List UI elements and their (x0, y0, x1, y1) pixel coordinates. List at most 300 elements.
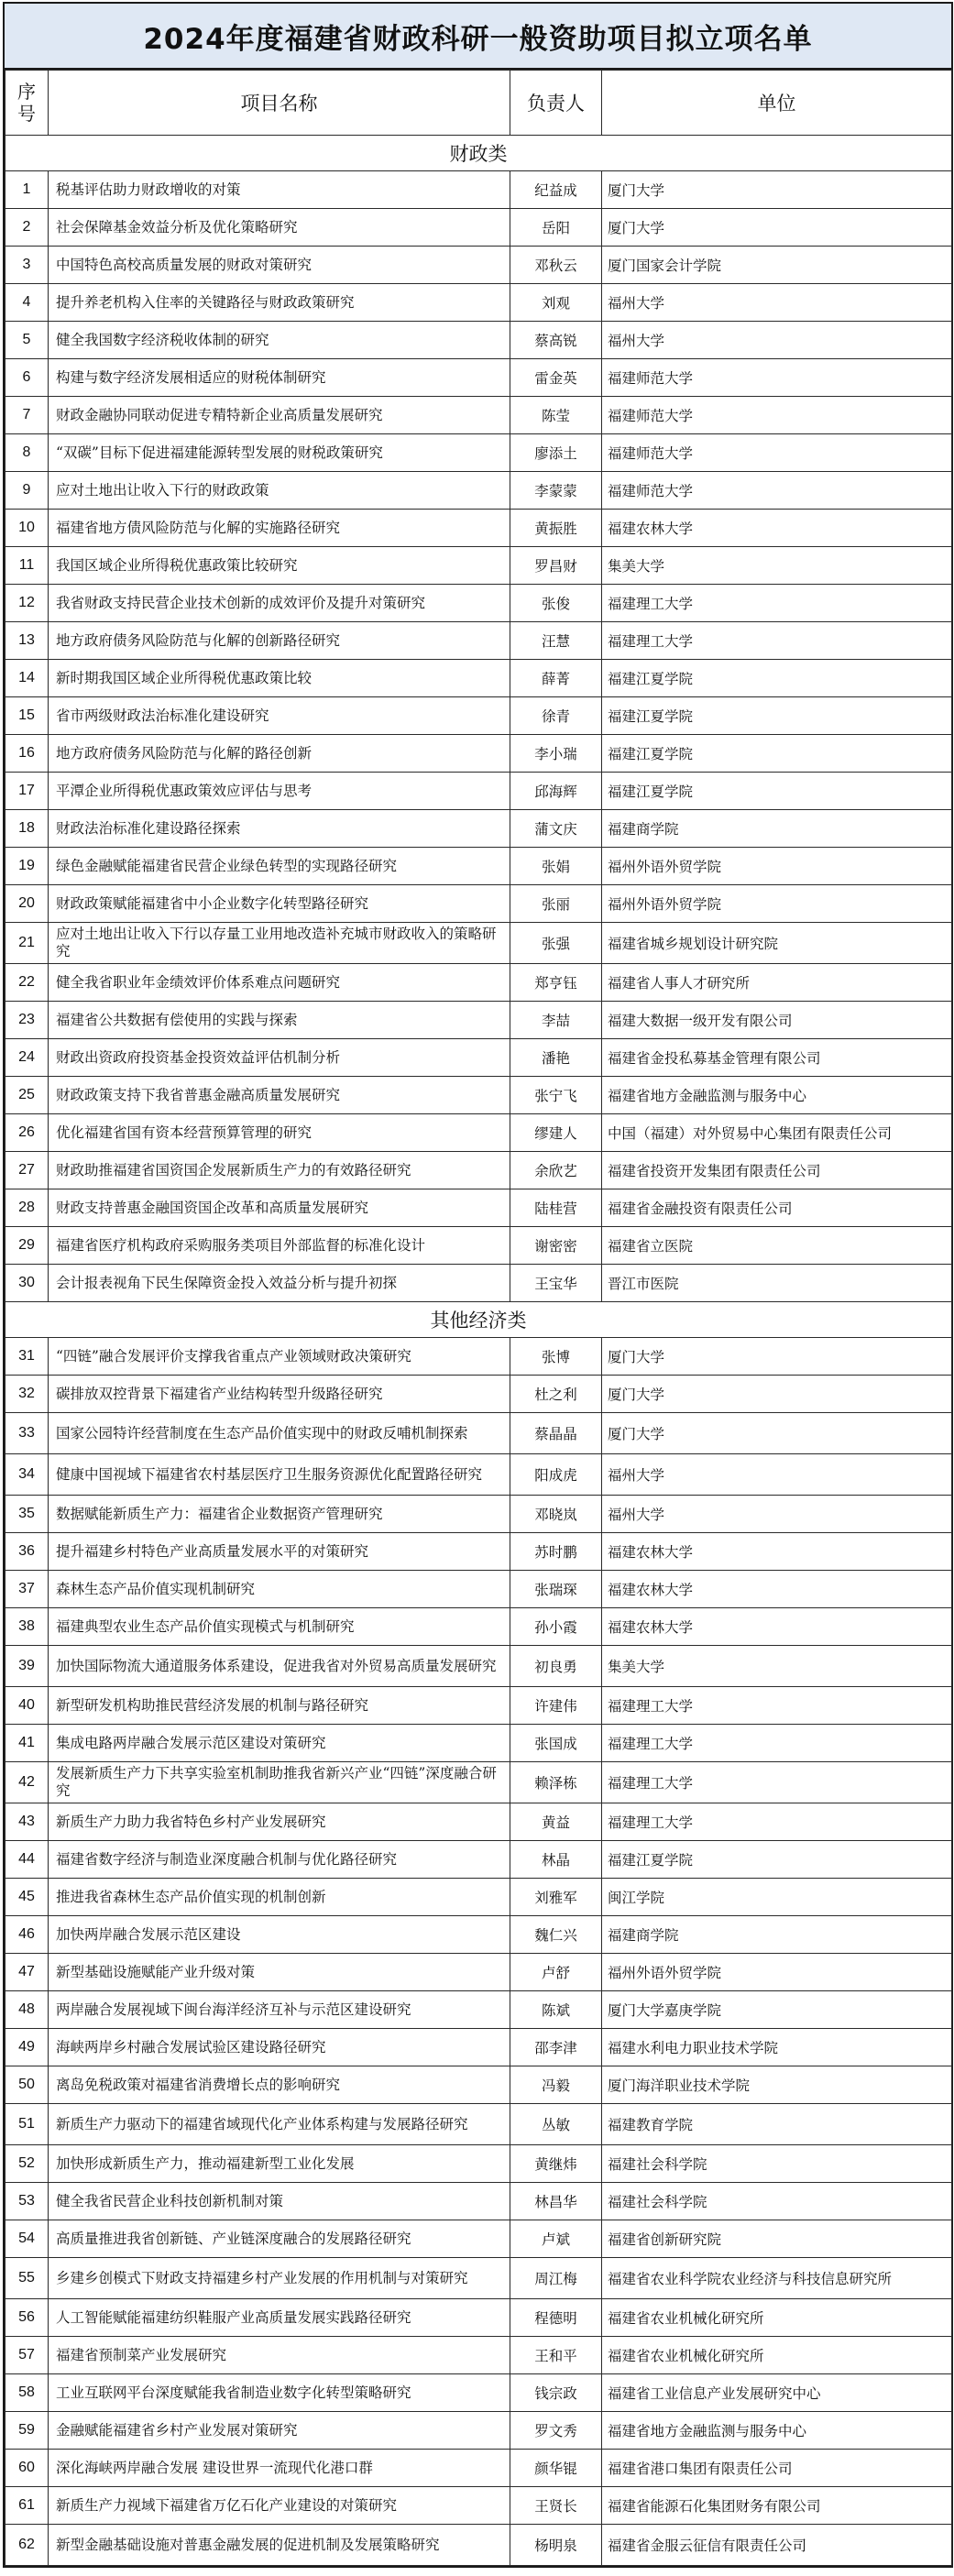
project-leader: 卢斌 (510, 2220, 602, 2258)
table-row (5, 2258, 952, 2299)
table-row (5, 735, 952, 773)
row-number: 16 (5, 735, 49, 773)
project-leader: 李喆 (510, 1002, 602, 1039)
project-leader: 邵李津 (510, 2029, 602, 2066)
project-name: 乡建乡创模式下财政支持福建乡村产业发展的作用机制与对策研究 (49, 2258, 510, 2299)
project-name: 推进我省森林生态产品价值实现的机制创新 (49, 1879, 510, 1916)
project-unit: 福建农林大学 (602, 510, 952, 547)
project-unit: 集美大学 (602, 1646, 952, 1687)
project-name: 财政法治标准化建设路径探索 (49, 810, 510, 848)
row-number: 36 (5, 1533, 49, 1571)
project-name: 社会保障基金效益分析及优化策略研究 (49, 209, 510, 247)
project-unit: 福建理工大学 (602, 622, 952, 660)
project-leader: 蔡高锐 (510, 322, 602, 359)
row-number: 2 (5, 209, 49, 247)
table-row (5, 1725, 952, 1762)
row-number: 43 (5, 1803, 49, 1841)
project-leader: 潘艳 (510, 1039, 602, 1077)
project-name: 会计报表视角下民生保障资金投入效益分析与提升初探 (49, 1265, 510, 1302)
project-name: 加快国际物流大通道服务体系建设，促进我省对外贸易高质量发展研究 (49, 1646, 510, 1687)
table-row (5, 2450, 952, 2487)
row-number: 40 (5, 1687, 49, 1725)
project-leader: 初良勇 (510, 1646, 602, 1687)
project-leader: 杨明泉 (510, 2525, 602, 2566)
table-row (5, 2104, 952, 2145)
project-name: 工业互联网平台深度赋能我省制造业数字化转型策略研究 (49, 2374, 510, 2412)
table-header-row (5, 71, 952, 136)
project-leader: 邓秋云 (510, 247, 602, 284)
table-row (5, 810, 952, 848)
project-unit: 福建省农业机械化研究所 (602, 2299, 952, 2337)
project-unit: 福州外语外贸学院 (602, 848, 952, 885)
project-unit: 福建大数据一级开发有限公司 (602, 1002, 952, 1039)
row-number: 17 (5, 773, 49, 810)
row-number: 1 (5, 171, 49, 209)
project-name: 福建省地方债风险防范与化解的实施路径研究 (49, 510, 510, 547)
row-number: 12 (5, 585, 49, 622)
table-row (5, 660, 952, 697)
project-name: 深化海峡两岸融合发展 建设世界一流现代化港口群 (49, 2450, 510, 2487)
table-row (5, 622, 952, 660)
project-leader: 王和平 (510, 2337, 602, 2374)
table-row (5, 1879, 952, 1916)
table-row (5, 923, 952, 964)
project-unit: 福建江夏学院 (602, 773, 952, 810)
table-row (5, 964, 952, 1002)
table-row (5, 209, 952, 247)
project-leader: 苏时鹏 (510, 1533, 602, 1571)
project-unit: 福建省金服云征信有限责任公司 (602, 2525, 952, 2566)
project-unit: 福建师范大学 (602, 434, 952, 472)
table-row (5, 2374, 952, 2412)
header-pi: 负责人 (510, 71, 602, 136)
project-leader: 林晶 (510, 1841, 602, 1879)
table-row (5, 1608, 952, 1646)
project-unit: 福建农林大学 (602, 1608, 952, 1646)
project-leader: 丛敏 (510, 2104, 602, 2145)
project-unit: 福建师范大学 (602, 359, 952, 397)
table-row (5, 322, 952, 359)
project-leader: 陆桂营 (510, 1189, 602, 1227)
project-name: 健全我省职业年金绩效评价体系难点问题研究 (49, 964, 510, 1002)
row-number: 4 (5, 284, 49, 322)
project-name: 高质量推进我省创新链、产业链深度融合的发展路径研究 (49, 2220, 510, 2258)
project-name: 新时期我国区域企业所得税优惠政策比较 (49, 660, 510, 697)
table-row (5, 585, 952, 622)
project-unit: 福建教育学院 (602, 2104, 952, 2145)
project-leader: 蔡晶晶 (510, 1413, 602, 1454)
table-row (5, 848, 952, 885)
header-name: 项目名称 (49, 71, 510, 136)
project-name: 集成电路两岸融合发展示范区建设对策研究 (49, 1725, 510, 1762)
row-number: 44 (5, 1841, 49, 1879)
table-body (5, 136, 952, 2566)
row-number: 38 (5, 1608, 49, 1646)
row-number: 47 (5, 1954, 49, 1991)
row-number: 32 (5, 1376, 49, 1413)
project-name: 加快形成新质生产力，推动福建新型工业化发展 (49, 2145, 510, 2183)
project-name: 税基评估助力财政增收的对策 (49, 171, 510, 209)
project-leader: 纪益成 (510, 171, 602, 209)
project-leader: 王贤长 (510, 2487, 602, 2525)
table-row (5, 1803, 952, 1841)
table-row (5, 697, 952, 735)
project-unit: 福建理工大学 (602, 1725, 952, 1762)
project-leader: 张俊 (510, 585, 602, 622)
row-number: 37 (5, 1571, 49, 1608)
project-leader: 阳成虎 (510, 1454, 602, 1496)
table-row (5, 2337, 952, 2374)
project-unit: 福州大学 (602, 1496, 952, 1533)
row-number: 41 (5, 1725, 49, 1762)
project-name: 新型金融基础设施对普惠金融发展的促进机制及发展策略研究 (49, 2525, 510, 2566)
table-row (5, 2183, 952, 2220)
project-unit: 福州大学 (602, 1454, 952, 1496)
row-number: 29 (5, 1227, 49, 1265)
row-number: 58 (5, 2374, 49, 2412)
project-name: 优化福建省国有资本经营预算管理的研究 (49, 1114, 510, 1152)
row-number: 5 (5, 322, 49, 359)
project-unit: 福建江夏学院 (602, 697, 952, 735)
table-row (5, 1189, 952, 1227)
project-leader: 陈莹 (510, 397, 602, 434)
project-unit: 福建理工大学 (602, 1762, 952, 1803)
row-number: 26 (5, 1114, 49, 1152)
project-unit: 福州大学 (602, 284, 952, 322)
table-row (5, 2412, 952, 2450)
row-number: 45 (5, 1879, 49, 1916)
project-name: 财政政策赋能福建省中小企业数字化转型路径研究 (49, 885, 510, 923)
header-unit: 单位 (602, 71, 952, 136)
project-unit: 福建省创新研究院 (602, 2220, 952, 2258)
project-name: 新型基础设施赋能产业升级对策 (49, 1954, 510, 1991)
project-unit: 福建江夏学院 (602, 1841, 952, 1879)
project-unit: 福建省投资开发集团有限责任公司 (602, 1152, 952, 1189)
project-leader: 蒲文庆 (510, 810, 602, 848)
project-unit: 福建农林大学 (602, 1571, 952, 1608)
project-name: 森林生态产品价值实现机制研究 (49, 1571, 510, 1608)
section-title: 其他经济类 (5, 1302, 952, 1338)
project-unit: 福州大学 (602, 322, 952, 359)
row-number: 57 (5, 2337, 49, 2374)
project-leader: 刘雅军 (510, 1879, 602, 1916)
table-row (5, 1338, 952, 1376)
project-unit: 福建省城乡规划设计研究院 (602, 923, 952, 964)
project-leader: 张娟 (510, 848, 602, 885)
row-number: 19 (5, 848, 49, 885)
project-name: 发展新质生产力下共享实验室机制助推我省新兴产业“四链”深度融合研究 (49, 1762, 510, 1803)
table-row (5, 510, 952, 547)
project-leader: 黄振胜 (510, 510, 602, 547)
row-number: 49 (5, 2029, 49, 2066)
row-number: 7 (5, 397, 49, 434)
table-row (5, 2299, 952, 2337)
project-name: 应对土地出让收入下行以存量工业用地改造补充城市财政收入的策略研究 (49, 923, 510, 964)
row-number: 15 (5, 697, 49, 735)
project-leader: 刘观 (510, 284, 602, 322)
project-leader: 张丽 (510, 885, 602, 923)
table-row (5, 1152, 952, 1189)
project-unit: 中国（福建）对外贸易中心集团有限责任公司 (602, 1114, 952, 1152)
row-number: 22 (5, 964, 49, 1002)
project-name: 省市两级财政法治标准化建设研究 (49, 697, 510, 735)
row-number: 34 (5, 1454, 49, 1496)
project-name: 应对土地出让收入下行的财政政策 (49, 472, 510, 510)
project-unit: 厦门国家会计学院 (602, 247, 952, 284)
table-row (5, 1687, 952, 1725)
project-leader: 王宝华 (510, 1265, 602, 1302)
row-number: 51 (5, 2104, 49, 2145)
project-unit: 福建理工大学 (602, 1803, 952, 1841)
project-name: 离岛免税政策对福建省消费增长点的影响研究 (49, 2066, 510, 2104)
project-name: 金融赋能福建省乡村产业发展对策研究 (49, 2412, 510, 2450)
project-table (5, 70, 952, 2566)
project-leader: 周江梅 (510, 2258, 602, 2299)
project-leader: 冯毅 (510, 2066, 602, 2104)
project-unit: 福建省港口集团有限责任公司 (602, 2450, 952, 2487)
project-name: 我国区域企业所得税优惠政策比较研究 (49, 547, 510, 585)
table-row (5, 2220, 952, 2258)
row-number: 55 (5, 2258, 49, 2299)
project-unit: 厦门海洋职业技术学院 (602, 2066, 952, 2104)
project-leader: 余欣艺 (510, 1152, 602, 1189)
list-sheet (3, 2, 953, 2568)
project-name: “双碳”目标下促进福建能源转型发展的财税政策研究 (49, 434, 510, 472)
project-leader: 孙小霞 (510, 1608, 602, 1646)
table-row (5, 359, 952, 397)
table-row (5, 885, 952, 923)
project-name: 平潭企业所得税优惠政策效应评估与思考 (49, 773, 510, 810)
section-row (5, 136, 952, 171)
project-leader: 薛菁 (510, 660, 602, 697)
project-unit: 厦门大学 (602, 171, 952, 209)
project-name: 福建省预制菜产业发展研究 (49, 2337, 510, 2374)
project-unit: 厦门大学 (602, 1413, 952, 1454)
project-unit: 福建省金融投资有限责任公司 (602, 1189, 952, 1227)
table-row (5, 1571, 952, 1608)
row-number: 35 (5, 1496, 49, 1533)
project-unit: 福建水利电力职业技术学院 (602, 2029, 952, 2066)
table-row (5, 2525, 952, 2566)
project-unit: 福建理工大学 (602, 1687, 952, 1725)
row-number: 21 (5, 923, 49, 964)
project-leader: 钱宗政 (510, 2374, 602, 2412)
project-unit: 福建省农业机械化研究所 (602, 2337, 952, 2374)
project-unit: 集美大学 (602, 547, 952, 585)
row-number: 42 (5, 1762, 49, 1803)
project-unit: 福建社会科学院 (602, 2145, 952, 2183)
row-number: 10 (5, 510, 49, 547)
project-unit: 福建商学院 (602, 1916, 952, 1954)
project-leader: 杜之利 (510, 1376, 602, 1413)
table-row (5, 1454, 952, 1496)
document-title: 2024年度福建省财政科研一般资助项目拟立项名单 (5, 4, 951, 70)
project-name: 新质生产力助力我省特色乡村产业发展研究 (49, 1803, 510, 1841)
project-unit: 厦门大学 (602, 1376, 952, 1413)
project-name: 财政出资政府投资基金投资效益评估机制分析 (49, 1039, 510, 1077)
project-leader: 张强 (510, 923, 602, 964)
table-row (5, 247, 952, 284)
project-name: 福建省医疗机构政府采购服务类项目外部监督的标准化设计 (49, 1227, 510, 1265)
project-name: “四链”融合发展评价支撑我省重点产业领域财政决策研究 (49, 1338, 510, 1376)
table-row (5, 773, 952, 810)
row-number: 31 (5, 1338, 49, 1376)
row-number: 30 (5, 1265, 49, 1302)
row-number: 50 (5, 2066, 49, 2104)
project-name: 加快两岸融合发展示范区建设 (49, 1916, 510, 1954)
project-leader: 魏仁兴 (510, 1916, 602, 1954)
project-unit: 福州外语外贸学院 (602, 1954, 952, 1991)
project-leader: 陈斌 (510, 1991, 602, 2029)
table-row (5, 434, 952, 472)
row-number: 3 (5, 247, 49, 284)
table-row (5, 1954, 952, 1991)
project-leader: 张国成 (510, 1725, 602, 1762)
table-row (5, 1646, 952, 1687)
project-unit: 福建省能源石化集团财务有限公司 (602, 2487, 952, 2525)
project-unit: 福建商学院 (602, 810, 952, 848)
project-name: 提升福建乡村特色产业高质量发展水平的对策研究 (49, 1533, 510, 1571)
project-name: 中国特色高校高质量发展的财政对策研究 (49, 247, 510, 284)
row-number: 27 (5, 1152, 49, 1189)
project-name: 财政支持普惠金融国资国企改革和高质量发展研究 (49, 1189, 510, 1227)
row-number: 52 (5, 2145, 49, 2183)
project-leader: 缪建人 (510, 1114, 602, 1152)
table-row (5, 1227, 952, 1265)
project-name: 地方政府债务风险防范与化解的创新路径研究 (49, 622, 510, 660)
table-row (5, 1077, 952, 1114)
project-unit: 福建省金投私募基金管理有限公司 (602, 1039, 952, 1077)
header-no-label: 序号 (17, 81, 36, 125)
table-row (5, 171, 952, 209)
project-leader: 谢密密 (510, 1227, 602, 1265)
table-row (5, 2066, 952, 2104)
row-number: 28 (5, 1189, 49, 1227)
project-unit: 福建省工业信息产业发展研究中心 (602, 2374, 952, 2412)
project-leader: 卢舒 (510, 1954, 602, 1991)
project-leader: 廖添土 (510, 434, 602, 472)
project-name: 提升养老机构入住率的关键路径与财政政策研究 (49, 284, 510, 322)
table-row (5, 1413, 952, 1454)
project-leader: 罗昌财 (510, 547, 602, 585)
project-unit: 厦门大学嘉庚学院 (602, 1991, 952, 2029)
section-title: 财政类 (5, 136, 952, 171)
project-unit: 福建师范大学 (602, 472, 952, 510)
project-unit: 福建省地方金融监测与服务中心 (602, 1077, 952, 1114)
project-name: 新质生产力视域下福建省万亿石化产业建设的对策研究 (49, 2487, 510, 2525)
project-leader: 雷金英 (510, 359, 602, 397)
table-row (5, 1533, 952, 1571)
table-row (5, 1916, 952, 1954)
project-leader: 程德明 (510, 2299, 602, 2337)
project-name: 财政助推福建省国资国企发展新质生产力的有效路径研究 (49, 1152, 510, 1189)
table-row (5, 1265, 952, 1302)
row-number: 20 (5, 885, 49, 923)
project-leader: 徐青 (510, 697, 602, 735)
project-name: 碳排放双控背景下福建省产业结构转型升级路径研究 (49, 1376, 510, 1413)
row-number: 39 (5, 1646, 49, 1687)
table-row (5, 2029, 952, 2066)
row-number: 33 (5, 1413, 49, 1454)
project-leader: 邱海辉 (510, 773, 602, 810)
row-number: 14 (5, 660, 49, 697)
table-row (5, 1496, 952, 1533)
row-number: 18 (5, 810, 49, 848)
row-number: 62 (5, 2525, 49, 2566)
project-leader: 罗文秀 (510, 2412, 602, 2450)
project-name: 财政政策支持下我省普惠金融高质量发展研究 (49, 1077, 510, 1114)
project-unit: 福州外语外贸学院 (602, 885, 952, 923)
row-number: 13 (5, 622, 49, 660)
row-number: 11 (5, 547, 49, 585)
project-leader: 许建伟 (510, 1687, 602, 1725)
project-unit: 福建省立医院 (602, 1227, 952, 1265)
project-unit: 福建省农业科学院农业经济与科技信息研究所 (602, 2258, 952, 2299)
table-row (5, 1114, 952, 1152)
table-row (5, 284, 952, 322)
project-name: 新质生产力驱动下的福建省域现代化产业体系构建与发展路径研究 (49, 2104, 510, 2145)
row-number: 56 (5, 2299, 49, 2337)
project-leader: 赖泽栋 (510, 1762, 602, 1803)
project-name: 新型研发机构助推民营经济发展的机制与路径研究 (49, 1687, 510, 1725)
project-leader: 李小瑞 (510, 735, 602, 773)
section-row (5, 1302, 952, 1338)
project-unit: 福建省地方金融监测与服务中心 (602, 2412, 952, 2450)
table-row (5, 397, 952, 434)
project-leader: 岳阳 (510, 209, 602, 247)
project-unit: 福建理工大学 (602, 585, 952, 622)
project-unit: 厦门大学 (602, 209, 952, 247)
table-row (5, 1039, 952, 1077)
project-name: 人工智能赋能福建纺织鞋服产业高质量发展实践路径研究 (49, 2299, 510, 2337)
project-name: 国家公园特许经营制度在生态产品价值实现中的财政反哺机制探索 (49, 1413, 510, 1454)
table-row (5, 1991, 952, 2029)
row-number: 53 (5, 2183, 49, 2220)
row-number: 24 (5, 1039, 49, 1077)
row-number: 25 (5, 1077, 49, 1114)
project-leader: 黄益 (510, 1803, 602, 1841)
project-leader: 汪慧 (510, 622, 602, 660)
row-number: 46 (5, 1916, 49, 1954)
project-name: 我省财政支持民营企业技术创新的成效评价及提升对策研究 (49, 585, 510, 622)
row-number: 54 (5, 2220, 49, 2258)
row-number: 61 (5, 2487, 49, 2525)
project-name: 海峡两岸乡村融合发展试验区建设路径研究 (49, 2029, 510, 2066)
project-name: 数据赋能新质生产力：福建省企业数据资产管理研究 (49, 1496, 510, 1533)
project-leader: 颜华锟 (510, 2450, 602, 2487)
row-number: 8 (5, 434, 49, 472)
project-unit: 福建社会科学院 (602, 2183, 952, 2220)
table-row (5, 547, 952, 585)
project-name: 福建省数字经济与制造业深度融合机制与优化路径研究 (49, 1841, 510, 1879)
project-leader: 邓晓岚 (510, 1496, 602, 1533)
row-number: 48 (5, 1991, 49, 2029)
header-no (5, 71, 49, 136)
project-unit: 闽江学院 (602, 1879, 952, 1916)
project-name: 福建典型农业生态产品价值实现模式与机制研究 (49, 1608, 510, 1646)
project-unit: 福建江夏学院 (602, 735, 952, 773)
table-row (5, 1841, 952, 1879)
project-unit: 福建农林大学 (602, 1533, 952, 1571)
project-unit: 晋江市医院 (602, 1265, 952, 1302)
table-row (5, 1762, 952, 1803)
project-name: 两岸融合发展视域下闽台海洋经济互补与示范区建设研究 (49, 1991, 510, 2029)
row-number: 23 (5, 1002, 49, 1039)
project-unit: 福建省人事人才研究所 (602, 964, 952, 1002)
project-name: 福建省公共数据有偿使用的实践与探索 (49, 1002, 510, 1039)
project-name: 构建与数字经济发展相适应的财税体制研究 (49, 359, 510, 397)
table-row (5, 1376, 952, 1413)
